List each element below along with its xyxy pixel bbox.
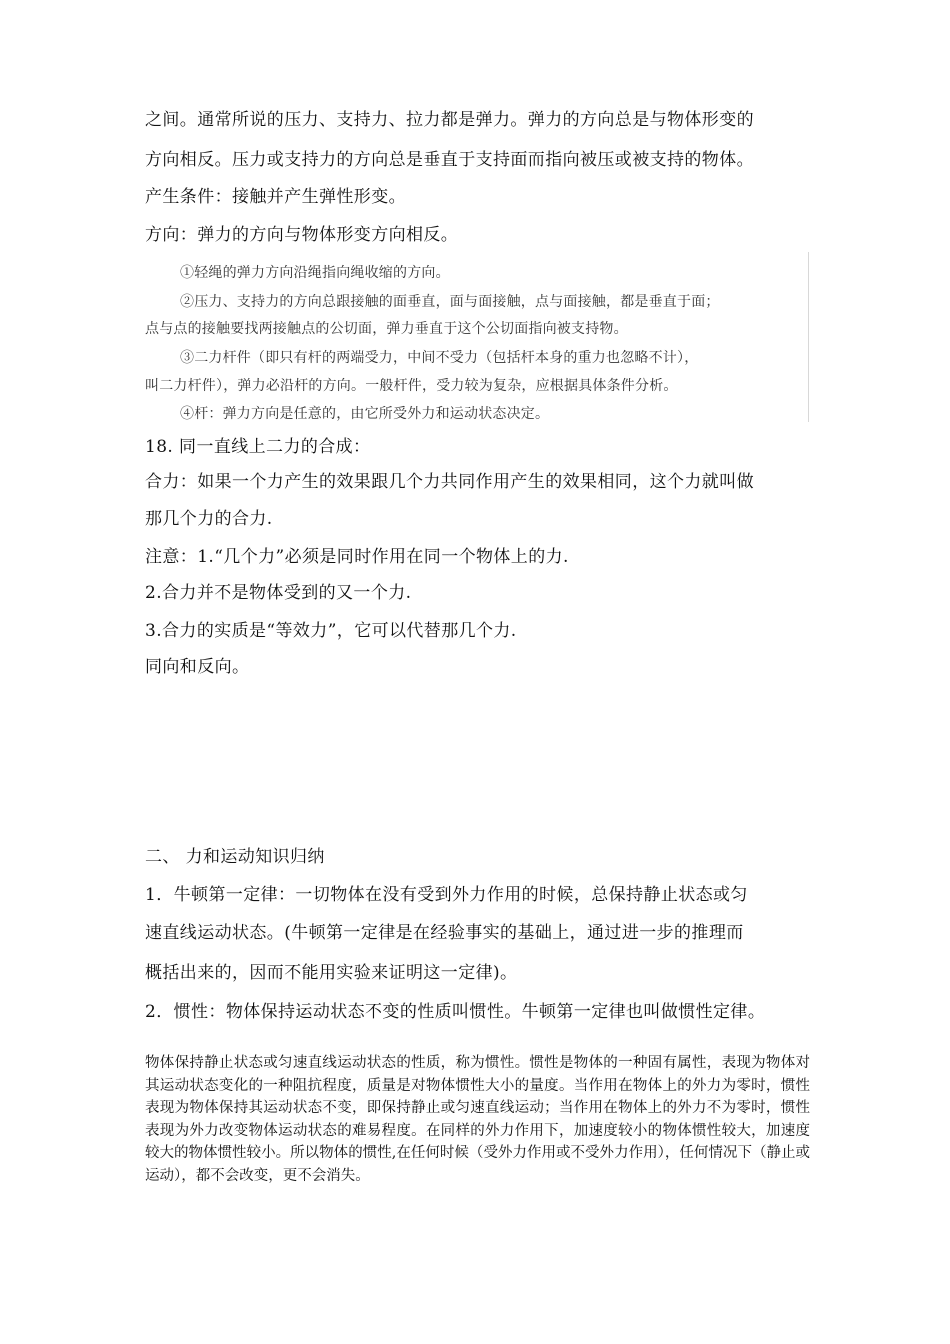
text-line: 2．惯性：物体保持运动状态不变的性质叫惯性。牛顿第一定律也叫做惯性定律。: [145, 1002, 766, 1022]
note-line: 点与点的接触要找两接触点的公切面，弹力垂直于这个公切面指向被支持物。: [145, 321, 628, 337]
note-line: ④杆：弹力方向是任意的，由它所受外力和运动状态决定。: [180, 406, 550, 422]
inertia-paragraph: 物体保持静止状态或匀速直线运动状态的性质，称为惯性。惯性是物体的一种固有属性，表现为物体对其运动状态变化的一种阻抗程度，质量是对物体惯性大小的量度。当作用在物体上的外力为零时，惯性表现为物体保持其运动状态不变，即保持静止或匀速直线运动；当作用在物体上的外力不为零时，惯性表现为外力改变物体运动状态的难易程度。在同样的外力作用下，加速度较小的物体惯性较大，加速度较大的物体惯性较小。所以物体的惯性,在任何时候（受外力作用或不受外力作用），任何情况下（静止或运动），都不会改变，更不会消失。: [145, 1055, 810, 1184]
text-line: 同向和反向。: [145, 657, 250, 677]
section-heading: 18. 同一直线上二力的合成：: [145, 437, 371, 457]
text-line: 注意：1.“几个力”必须是同时作用在同一个物体上的力.: [145, 547, 569, 567]
text-line: 速直线运动状态。(牛顿第一定律是在经验事实的基础上，通过进一步的推理而: [145, 923, 744, 943]
text-line: 2.合力并不是物体受到的又一个力.: [145, 583, 412, 603]
note-line: ②压力、支持力的方向总跟接触的面垂直，面与面接触，点与面接触，都是垂直于面；: [180, 294, 720, 310]
text-line: 合力：如果一个力产生的效果跟几个力共同作用产生的效果相同，这个力就叫做: [145, 472, 754, 492]
text-line: 产生条件：接触并产生弹性形变。: [145, 187, 406, 207]
text-line: 概括出来的，因而不能用实验来证明这一定律)。: [145, 963, 518, 983]
note-line: ③二力杆件（即只有杆的两端受力，中间不受力（包括杆本身的重力也忽略不计），: [180, 350, 699, 366]
text-line: 方向相反。压力或支持力的方向总是垂直于支持面而指向被压或被支持的物体。: [145, 150, 754, 170]
text-line: 之间。通常所说的压力、支持力、拉力都是弹力。弹力的方向总是与物体形变的: [145, 110, 754, 130]
text-line: 那几个力的合力.: [145, 509, 273, 529]
note-line: ①轻绳的弹力方向沿绳指向绳收缩的方向。: [180, 265, 450, 281]
text-line: 方向：弹力的方向与物体形变方向相反。: [145, 225, 459, 245]
text-line: 3.合力的实质是“等效力”，它可以代替那几个力.: [145, 621, 517, 641]
section-title: 二、 力和运动知识归纳: [145, 847, 325, 867]
text-line: 1．牛顿第一定律：一切物体在没有受到外力作用的时候，总保持静止状态或匀: [145, 885, 748, 905]
note-line: 叫二力杆件），弹力必沿杆的方向。一般杆件，受力较为复杂，应根据具体条件分析。: [145, 378, 678, 394]
